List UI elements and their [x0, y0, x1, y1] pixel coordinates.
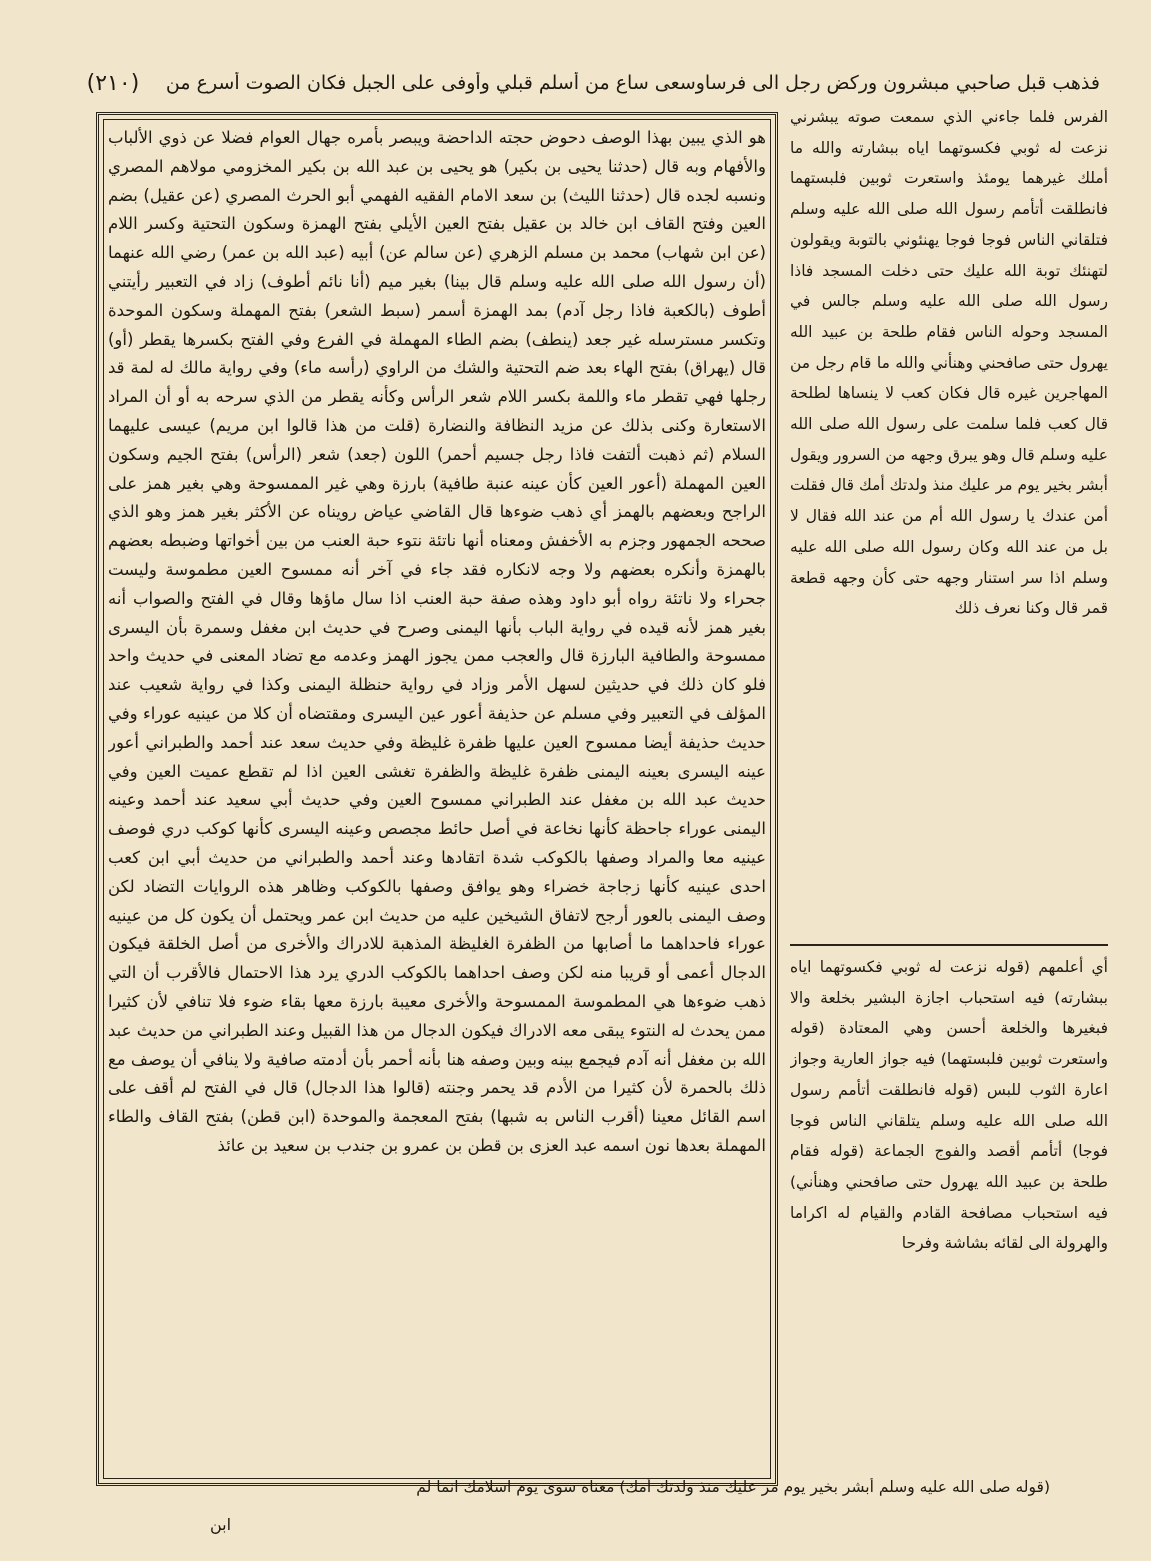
- main-commentary-text: [108, 124, 766, 1476]
- footer-line: (قوله صلى الله عليه وسلم أبشر بخير يوم مر عليك منذ ولدتك أمك) معناه سوى يوم اسلامك انما لم: [416, 1478, 1050, 1496]
- side-top-paragraph: الفرس فلما جاءني الذي سمعت صوته يبشرني نزعت له ثوبي فكسوتهما اياه ببشارته والله ما أملك غيرهما يومئذ واستعرت ثوبين فلبستهما فانطلقت أتأمم رسول الله صلى الله عليه وسلم فتلقاني الناس فوجا فوجا يهنئوني بالتوبة ويقولون لتهنئك توبة الله عليك حتى دخلت المسجد فاذا رسول الله صلى الله عليه وسلم جالس في المسجد وحوله الناس فقام طلحة بن عبيد الله يهرول حتى صافحني وهنأني والله ما قام رجل من المهاجرين غيره قال فكان كعب لا ينساها لطلحة قال كعب فلما سلمت على رسول الله صلى الله عليه وسلم قال وهو يبرق وجهه من السرور ويقول أبشر بخير يوم مر عليك منذ ولدتك أمك قال فقلت أمن عندك يا رسول الله أم من عند الله فقال لا بل من عند الله وكان رسول الله صلى الله عليه وسلم اذا سر استنار وجهه حتى كأن وجهه قطعة قمر قال وكنا نعرف ذلك: [790, 108, 1108, 618]
- side-bottom-paragraph: أي أعلمهم (قوله نزعت له ثوبي فكسوتهما اياه ببشارته) فيه استحباب اجازة البشير بخلعة والا فبغيرها والخلعة أحسن وهي المعتادة (قوله واستعرت ثوبين فلبستهما) فيه جواز العارية وجواز اعارة الثوب للبس (قوله فانطلقت أتأمم رسول الله صلى الله عليه وسلم يتلقاني الناس فوجا فوجا) أتأمم أقصد والفوج الجماعة (قوله فقام طلحة بن عبيد الله يهرول حتى صافحني وهنأني) فيه استحباب مصافحة القادم والقيام له اكراما والهرولة الى لقائه بشاشة وفرحا: [790, 958, 1108, 1253]
- page-header: [60, 66, 1100, 100]
- main-paragraph: هو الذي يبين بهذا الوصف دحوض حجته الداحضة ويبصر بأمره جهال العوام فضلا عن ذوي الألباب والأفهام وبه قال (حدثنا يحيى بن بكير) هو يحيى بن عبد الله بن بكير المخزومي مولاهم المصري ونسبه لجده قال (حدثنا الليث) بن سعد الامام الفقيه الفهمي أبو الحرث المصري (عن عقيل) بضم العين وفتح القاف ابن خالد بن عقيل بفتح العين الأيلي بفتح الهمزة وسكون التحتية وكسر اللام (عن ابن شهاب) محمد بن مسلم الزهري (عن سالم عن) أبيه (عبد الله بن عمر) رضي الله عنهما (أن رسول الله صلى الله عليه وسلم قال بينا) بغير ميم (أنا نائم أطوف) زاد في التعبير رأيتني أطوف (بالكعبة فاذا رجل آدم) بمد الهمزة أسمر (سبط الشعر) بفتح المهملة وسكون الموحدة وتكسر مسترسله غير جعد (ينطف) بضم الطاء المهملة في الفرع وفي الفتح بكسرها يقطر (أو) قال (يهراق) بفتح الهاء بعد ضم التحتية والشك من الراوي (رأسه ماء) وفي رواية مالك له لمة قد رجلها فهي تقطر ماء واللمة بكسر اللام شعر الرأس وكأنه يقطر من الذي سرحه به أو أن المراد الاستعارة وكنى بذلك عن مزيد النظافة والنضارة (قلت من هذا قالوا ابن مريم) عيسى عليهما السلام (ثم ذهبت ألتفت فاذا رجل جسيم أحمر) اللون (جعد) شعر (الرأس) بفتح الجيم وسكون العين المهملة (أعور العين كأن عينه عنبة طافية) بارزة وهي غير الممسوحة وهي بغير همز على الراجح وبعضهم بالهمز أي ذهب ضوءها قال القاضي عياض رويناه عن الأكثر بغير همز وهو الذي صححه الجمهور وجزم به الأخفش ومعناه أنها ناتئة نتوء حبة العنب من بين أخواتها وضبطه بعضهم بالهمزة وأنكره بعضهم ولا وجه لانكاره فقد جاء في آخر أنه ممسوح العين مطموسة وليست جحراء ولا ناتئة رواه أبو داود وهذه صفة حبة العنب اذا سال ماؤها وقال في الفتح والصواب أنه بغير همز لأنه قيده في رواية الباب بأنها اليمنى وصرح في حديث ابن مغفل وسمرة بأن اليسرى ممسوحة والطافية البارزة قال والعجب ممن يجوز الهمز وعدمه مع تضاد المعنى في حديث واحد فلو كان ذلك في حديثين لسهل الأمر وزاد في رواية حنظلة اليمنى وكذا في رواية شعيب عند المؤلف في التعبير وفي مسلم عن حذيفة أعور عين اليسرى ومقتضاه أن كلا من عينيه عوراء وفي حديث حذيفة أيضا ممسوح العين عليها ظفرة غليظة وفي حديث سعد عند أحمد والطبراني أعور عينه اليسرى بعينه اليمنى ظفرة غليظة والظفرة تغشى العين اذا لم تقطع عميت العين وفي حديث عبد الله بن مغفل عند الطبراني ممسوح العين وفي حديث أبي سعيد عند أحمد وعينه اليمنى عوراء جاحظة كأنها نخاعة في أصل حائط مجصص وعينه اليسرى كأنها كوكب دري فوصف عينيه معا والمراد وصفها بالكوكب شدة اتقادها وعند أحمد والطبراني من حديث أبي ابن كعب احدى عينيه كأنها زجاجة خضراء وهو يوافق وصفها بالكوكب وظاهر هذه الروايات التضاد لكن وصف اليمنى بالعور أرجح لاتفاق الشيخين عليه من حديث ابن عمر ويحتمل أن يكون كل من عينيه عوراء فاحداهما ما أصابها من الظفرة الغليظة المذهبة للادراك والأخرى من أصل الخلقة فيكون الدجال أعمى أو قريبا منه لكن وصف احداهما بالكوكب الدري يرد هذا الاحتمال فالأقرب أن التي ذهب ضوءها هي المطموسة الممسوحة والأخرى معيبة بارزة معها بقاء ضوء فلا تنافي لأن كثيرا ممن يحدث له النتوء يبقى معه الادراك فيكون الدجال من هذا القبيل وعند الطبراني من حديث عبد الله بن مغفل أنه آدم فيجمع بينه وبين وصفه هنا بأنه أحمر بأن أدمته صافية ولا ينافي أن يوصف مع ذلك بالحمرة لأن كثيرا من الأدم قد يحمر وجنته (قالوا هذا الدجال) قال في الفتح لم أقف على اسم القائل معينا (أقرب الناس به شبها) بفتح المعجمة والموحدة (ابن قطن) بفتح القاف والطاء المهملة بعدها نون اسمه عبد العزى بن قطن بن عمرو بن جندب بن سعيد بن عائذ: [108, 128, 766, 1155]
- side-divider: [790, 944, 1108, 946]
- side-hadith-text: [790, 102, 1108, 940]
- header-running-text: فذهب قبل صاحبي مبشرون وركض رجل الى فرساوسعى ساع من أسلم قبلي وأوفى على الجبل فكان الصوت أسرع من: [165, 72, 1100, 94]
- page-number: (٢١٠): [86, 70, 140, 96]
- side-commentary-column: [790, 102, 1108, 1472]
- catchword: ابن: [210, 1515, 232, 1534]
- side-commentary-text: [790, 952, 1108, 1472]
